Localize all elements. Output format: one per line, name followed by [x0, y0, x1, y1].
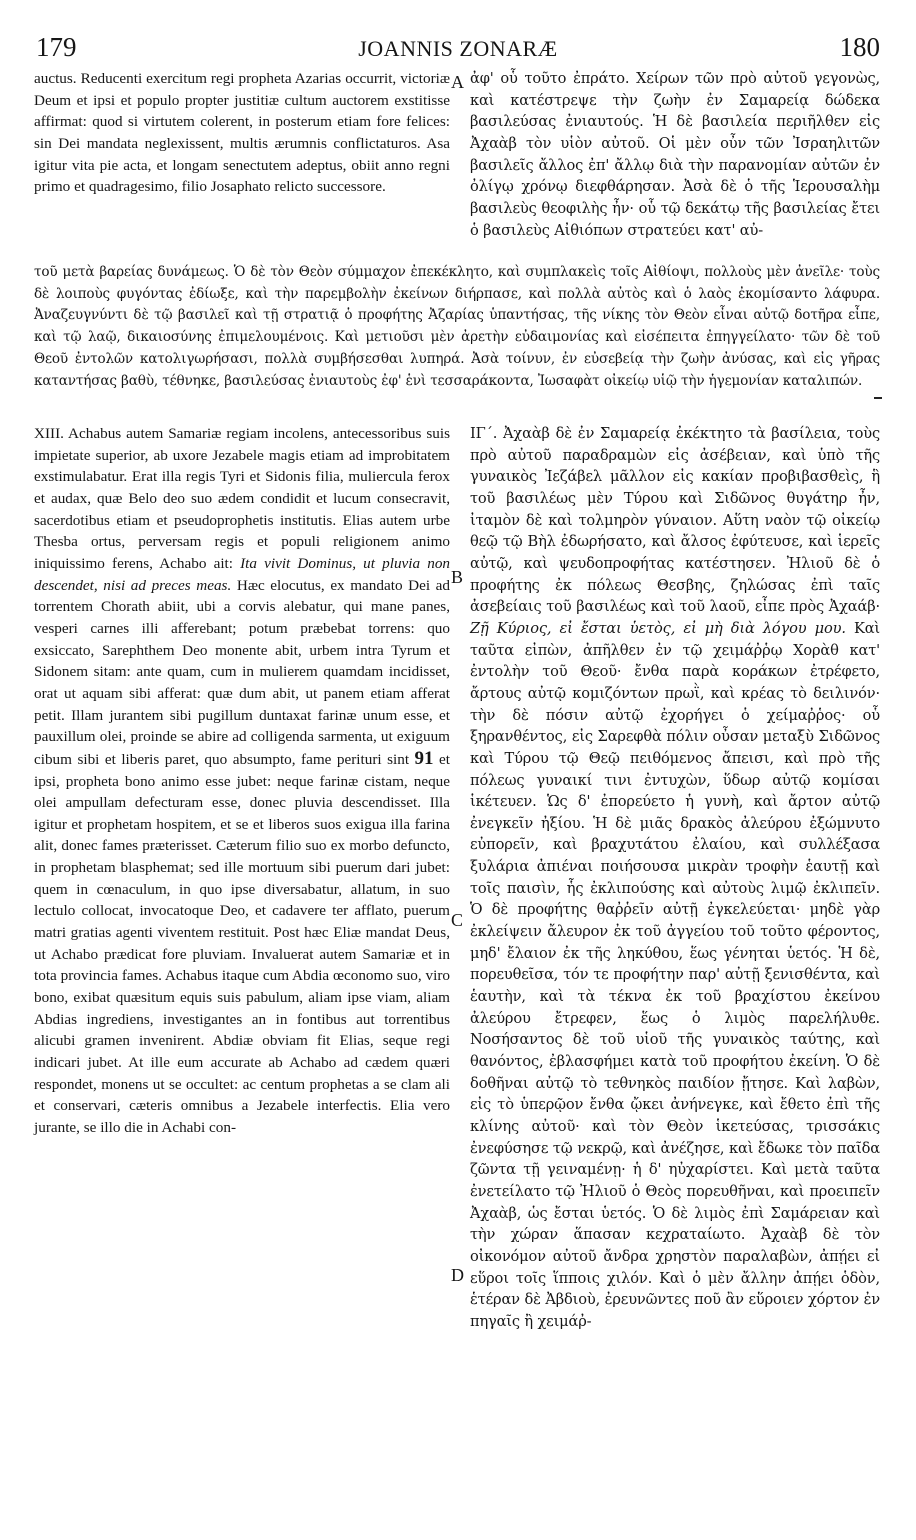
latin-text-3: et ipsi, propheta bono animo esse jubet: neque farinæ cistam, neque olei ampullam defecturam esse, donec pluvia descendisset. Illa igitur et prophetam hospitem, et se et liberos suos exigua illa farina alit, donec fames præterisset. Cæterum filio suo ex morbo defuncto, in prophetam blasphemat; sed ille mortuum sibi puerum dari jubet: quem in cœnaculum, in quo ipse diversabatur, allatum, in suo lectulo collocat, invocatoque Deo, et cadavere ter afflato, puerum matri gratias agenti viventem restituit. Post hæc Eliæ mandat Deus, ut Achabo prædicat fore pluviam. Invaluerat autem Samariæ et in tota provincia fames. Achabus itaque cum Abdia œconomo suo, viro bono, exibat quæsitum equis suis pabulum, aliam ipse viam, aliam Abdias ingrediens, investigantes an in fontibus aut torrentibus alicubi gramen invenirent. Abdiæ obviam fit Elias, seque regi indicari jubet. At ille eum accurate ab Achabo ad cædem quæri respondet, monens ut se occultet: ac centum prophetas a se clam ali et conservari, cæteris omnibus a Jezabele interfectis. Elia vero jurante, se illo die in Achabi con- [34, 750, 450, 1136]
greek-text-1: ΙΓ΄. Ἀχαὰβ δὲ ἐν Σαμαρείᾳ ἐκέκτητο τὰ βασίλεια, τοὺς πρὸ αὐτοῦ παραδραμὼν εἰς ἀσέβειαν, καὶ ὑπὸ τῆς γυναικὸς Ἰεζάβελ μᾶλλον εἰς κακίαν προβιβασθεὶς, ἣ τοῦ βασιλέως μὲν Τύρου καὶ Σιδῶνος θυγάτηρ ἦν, ἰταμὸν δὲ καὶ τολμηρὸν γύναιον. Αὕτη ναὸν τῷ οἰκείῳ θεῷ τῷ Βὴλ ἐδωρήσατο, καὶ ἄλσος ἐφύτευσε, καὶ ἱερεῖς αὐτῷ, καὶ ψευδοπροφήτας κατέστησεν. Ἠλιοῦ δὲ ὁ προφήτης ἐκ πόλεως Θεσβης, ζηλώσας ἐπὶ ταῖς ἀσεβείαις τοῦ βασιλέως καὶ τοῦ λαοῦ, εἶπε πρὸς Ἀχαάβ· [470, 425, 880, 616]
running-title: JOANNIS ZONARÆ [358, 36, 558, 61]
latin-quotation: Ita vivit Dominus, ut pluvia non descendet, nisi ad preces meas. [34, 554, 451, 594]
latin-text-1: XIII. Achabus autem Samariæ regiam incolens, antecessoribus suis impietate superior, ab uxore Jezabele magis etiam ad improbitatem exstimulabatur. Erat illa regis Tyri et Sidonis filia, muliercula ferox et audax, quæ Belo deo suo ædem condidit et lucum consecravit, sacerdotibus etiam et pseudoprophetis institutis. Elias autem urbe Thesba ortus, perversam regis et populi religionem animo iniquissimo ferens, Achabo ait: [34, 425, 450, 572]
greek-text-2: Καὶ ταῦτα εἰπὼν, ἀπῆλθεν ἐν τῷ χειμάῤῥῳ Χορὰθ κατ' ἐντολὴν τοῦ Θεοῦ· ἔνθα παρὰ κοράκων ἐτρέφετο, ἄρτους αὐτῷ κομιζόντων πρωῒ, καὶ κρέας τὸ δειλινόν· τὴν δὲ πόσιν αὐτῷ ἐχορήγει ὁ χείμαῤῥος· οὗ ξηρανθέντος, εἰς Σαρεφθὰ πόλιν οὖσαν μεταξὺ Σιδῶνος καὶ Τύρου τῷ Θεῷ πειθόμενος ἄπεισι, καὶ πρὸ τῆς πόλεως γυναικί τινι ἐντυχὼν, ὕδωρ αὐτῷ κομίσαι ἱκέτευεν. Ὡς δ' ἐπορεύετο ἡ γυνὴ, καὶ ἄρτον αὐτῷ ἐνεγκεῖν ἠξίου. Ἡ δὲ μιᾶς δρακὸς ἀλεύρου ἐξώμνυτο εὐπορεῖν, καὶ βραχυτάτου ἐλαίου, καὶ συλλέξασα ξυλάρια ἀπιέναι ποιήσουσα μικρὰν τροφὴν ἑαυτῇ καὶ τοῖς παισὶν, ἧς ἐκλιπούσης καὶ αὐτοὺς λιμῷ ἐκλιπεῖν. Ὁ δὲ προφήτης θαῤῥεῖν αὐτῇ ἐγκελεύεται· μηδὲ γὰρ ἐκλείψειν ἄλευρον ἐκ τοῦ ἀγγείου τοῦ τοῦτο φέροντος, μηδ' ἔλαιον ἐκ τῆς ληκύθου, ἕως γένηται ὑετός. Ἡ δὲ, πορευθεῖσα, τόν τε προφήτην παρ' αὐτῇ ξενισθέντα, καὶ ἑαυτὴν, καὶ τὰ τέκνα ἐκ τοῦ βραχίστου ἐκείνου ἀλεύρου ἔτρεφεν, ἕως ὁ λιμὸς παρελήλυθε. Νοσήσαντος δὲ τοῦ υἱοῦ τῆς γυναικὸς ταύτης, καὶ θανόντος, ἐβλασφήμει κατὰ τοῦ προφήτου ἐκείνη. Ὁ δὲ δοθῆναι αὐτῷ τὸ τεθνηκὸς παιδίον ᾔτησε. Καὶ λαβὼν, εἰς τὸ ὑπερῷον ἔνθα ᾤκει ἀνήνεγκε, καὶ ἔθετο ἐπὶ τῆς κλίνης αὐτοῦ· καὶ τὸν Θεὸν ἱκετεύσας, τρισσάκις ἐνεφύσησε τῷ νεκρῷ, καὶ ἀνέζησε, καὶ ἔδωκε τὸν παῖδα ζῶντα τῇ γειναμένῃ· ἡ δ' ηὐχαρίστει. Καὶ μετὰ ταῦτα ἐνετείλατο τῷ Ἠλιοῦ ὁ Θεὸς πορευθῆναι, καὶ προειπεῖν Ἀχαὰβ, ὡς ἔσται ὑετός. Ὁ δὲ λιμὸς ἐπὶ Σαμάρειαν καὶ τὴν χώραν ἅπασαν κεχραταίωτο. Ἀχαὰβ δὲ τὸν οἰκονόμον αὐτοῦ ἄνδρα χρηστὸν παραλαβὼν, ἀπῄει εἰ εὕροι τοῖς ἵπποις χιλόν. Καὶ ὁ μὲν ἄλλην ἀπῄει ὁδὸν, ἑτέραν δὲ Ἀβδιοὺ, ἐρευνῶντες ποῦ ἂν εὕροιεν χόρτον ἐν πηγαῖς ἢ χειμάῤ- [470, 619, 880, 1330]
greek-paragraph-1: ἀφ' οὗ τοῦτο ἐπράτο. Χείρων τῶν πρὸ αὐτοῦ γεγονὼς, καὶ κατέστρεψε τὴν ζωὴν ἐν Σαμαρείᾳ δώδεκα βασιλεύσας ἐνιαυτούς. Ἡ δὲ βασιλεία περιῆλθεν εἰς Ἀχαὰβ τὸν υἱὸν αὐτοῦ. Οἱ μὲν οὖν τῶν Ἰσραηλιτῶν βασιλεῖς ἄλλος ἐπ' ἄλλῳ διὰ τὴν παρανομίαν αὐτῶν ἐν ὀλίγῳ χρόνῳ διεφθάρησαν. Ἀσὰ δὲ ὁ τῆς Ἱερουσαλὴμ βασιλεὺς θεοφιλὴς ἦν· οὗ τῷ δεκάτῳ τῆς βασιλείας ἔτει ὁ βασιλεὺς Αἰθιόπων στρατεύει κατ' αὐ- [470, 70, 880, 239]
section-rule [874, 397, 882, 399]
margin-marker-b: B [451, 567, 464, 587]
latin-section-xiii [34, 423, 450, 1139]
latin-paragraph-1: auctus. Reducenti exercitum regi propheta Azarias occurrit, victoriæ Deum et ipsi et populo propter justitiæ cultum auctorem exstitisse affirmat: quod si virtutem colerent, in posterum etiam fore felices: sin Dei mandata neglexissent, multis ærumnis conflictaturos. Asa igitur vita pie acta, et longam senectutem adeptus, obiit anno regni primo et quadragesimo, filio Josaphato relicto successore. [34, 70, 450, 196]
page-number-right: 180 [839, 32, 880, 62]
greek-section-ig [470, 423, 880, 1333]
greek-quotation: Ζῇ Κύριος, εἰ ἔσται ὑετὸς, εἰ μὴ διὰ λόγου μου. [470, 619, 846, 637]
margin-marker-d: D [451, 1265, 464, 1285]
greek-fullwidth-paragraph: τοῦ μετὰ βαρείας δυνάμεως. Ὁ δὲ τὸν Θεὸν σύμμαχον ἐπεκέκλητο, καὶ συμπλακεὶς τοῖς Αἰθίοψι, πολλοὺς μὲν ἀνεῖλε· τοὺς δὲ λοιποὺς φυγόντας ἐδίωξε, καὶ τὴν παρεμβολὴν ἐκείνων διήρπασε, καὶ πολλὰ αὐτὸς καὶ ὁ λαὸς ἐκομίσαντο λάφυρα. Ἀναζευγνύντι δὲ τῷ βασιλεῖ καὶ τῇ στρατιᾷ ὁ προφήτης Ἀζαρίας ὑπαντήσας, τῆς νίκης τὸν Θεὸν εἶναι αὐτῷ δοτῆρα εἶπε, καὶ τῷ λαῷ, δικαιοσύνης ἐπιμελουμένοις. Καὶ μετιοῦσι μὲν ἀρετὴν εὐδαιμονίας καὶ εἰσέπειτα ἐπηγγείλατο· τῶν δὲ τοῦ Θεοῦ ἐντολῶν κατολιγωρήσασι, πολλὰ συμβήσεσθαι λυπηρά. Ἀσὰ τοίνυν, ἐν εὐσεβείᾳ τὴν ζωὴν ἀνύσας, καὶ εἰς γῆρας καταντήσας βαθὺ, τέθνηκε, βασιλεύσας ἐνιαυτοὺς ἐφ' ἑνὶ τεσσαράκοντα, Ἰωσαφὰτ οἰκείῳ υἱῷ τὴν ἡγεμονίαν καταλιπών. [34, 264, 880, 389]
page-number-left: 179 [36, 32, 77, 62]
running-header [36, 30, 880, 70]
column-number: 91 [414, 747, 434, 769]
margin-marker-a: A [451, 72, 464, 92]
latin-text-2: Hæc elocutus, ex mandato Dei ad torrentem Chorath abiit, ubi a corvis alebatur, qui mane panes, vesperi carnes illi afferebant; potum præbebat torrens: quo exsiccato, Sarephthem Deo monente abit, urbem intra Tyrum et Sidonem sitam: ante quam, cum in mulierem quamdam incidisset, orat ut aquam sibi afferat: quæ dum abit, ut panem etiam afferat petit. Illam jurantem sibi pugillum duntaxat farinæ unum esse, et pauxillum olei, proinde se abire ad colligenda sarmenta, ut exiguum cibum sibi et liberis paret, quo absumpto, fame perituri sint [34, 576, 450, 768]
margin-marker-c: C [451, 910, 464, 930]
